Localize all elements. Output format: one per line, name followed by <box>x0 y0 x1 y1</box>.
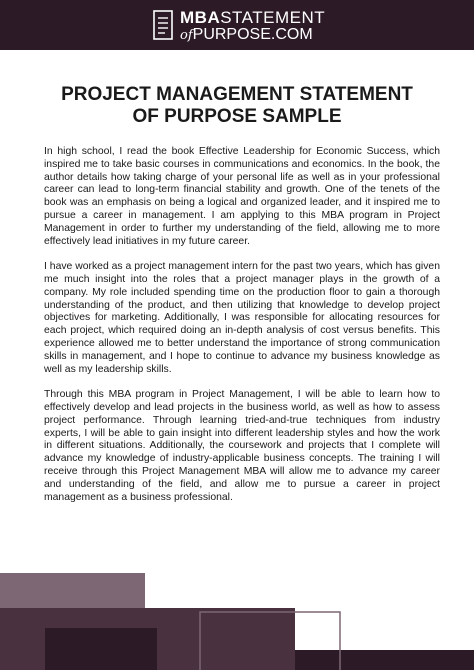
document-title <box>0 84 474 128</box>
header-band <box>0 0 474 50</box>
logo-purpose: PURPOSE.COM <box>192 26 313 43</box>
site-logo[interactable] <box>152 6 337 44</box>
logo-statement: STATEMENT <box>220 8 326 27</box>
title-line-2: OF PURPOSE SAMPLE <box>132 106 342 127</box>
logo-of: of <box>180 28 193 43</box>
document-body <box>44 146 440 517</box>
shape-dark-right-block <box>295 650 474 670</box>
logo-text-bottom <box>180 26 313 44</box>
shape-dark-left-block <box>45 628 157 670</box>
logo-text-top <box>180 8 325 28</box>
paragraph-3: Through this MBA program in Project Management, I will be able to learn how to effectively develop and lead projects in the business world, as well as how to assess project performance. Through learning tried-and-true techniques from industry experts, I will be able to gain insight into different leadership styles and how the work in different situations. Additionally, the coursework and projects that I complete will advance my knowledge of industry-applicable business concepts. The training I will receive through this Project Management MBA will allow me to advance my career and understanding of the field, and allow me to pursue a career in project management as a business professional. <box>44 389 440 503</box>
document-icon <box>152 9 174 41</box>
shape-outline-block <box>200 612 340 670</box>
shape-mid-block <box>0 608 295 670</box>
paragraph-1: In high school, I read the book Effective Leadership for Economic Success, which inspired me to take basic courses in communications and economics. In the book, the author details how taking charge of your personal life as well as in your professional career can lead to long-term financial stability and growth. One of the tenets of the book was an emphasis on being a logical and organized leader, and it inspired me to pursue a career in management. I am applying to this MBA program in Project Management in order to further my understanding of the field, allowing me to more effectively lead initiatives in my future career. <box>44 146 440 247</box>
logo-mba: MBA <box>180 8 221 27</box>
paragraph-2: I have worked as a project management intern for the past two years, which has given me much insight into the roles that a project manager plays in the growth of a company. My role included spending time on the production floor to gain a thorough understanding of the product, and then utilizing that knowledge to develop project objectives for marketing. Additionally, I was responsible for allocating resources for each project, which required doing an in-depth analysis of cost versus benefits. This experience allowed me to better understand the importance of strong communication skills in management, and I hope to continue to advance my business knowledge as well as my leadership skills. <box>44 261 440 375</box>
title-line-1: PROJECT MANAGEMENT STATEMENT <box>61 84 413 105</box>
shape-light-block <box>0 573 145 670</box>
